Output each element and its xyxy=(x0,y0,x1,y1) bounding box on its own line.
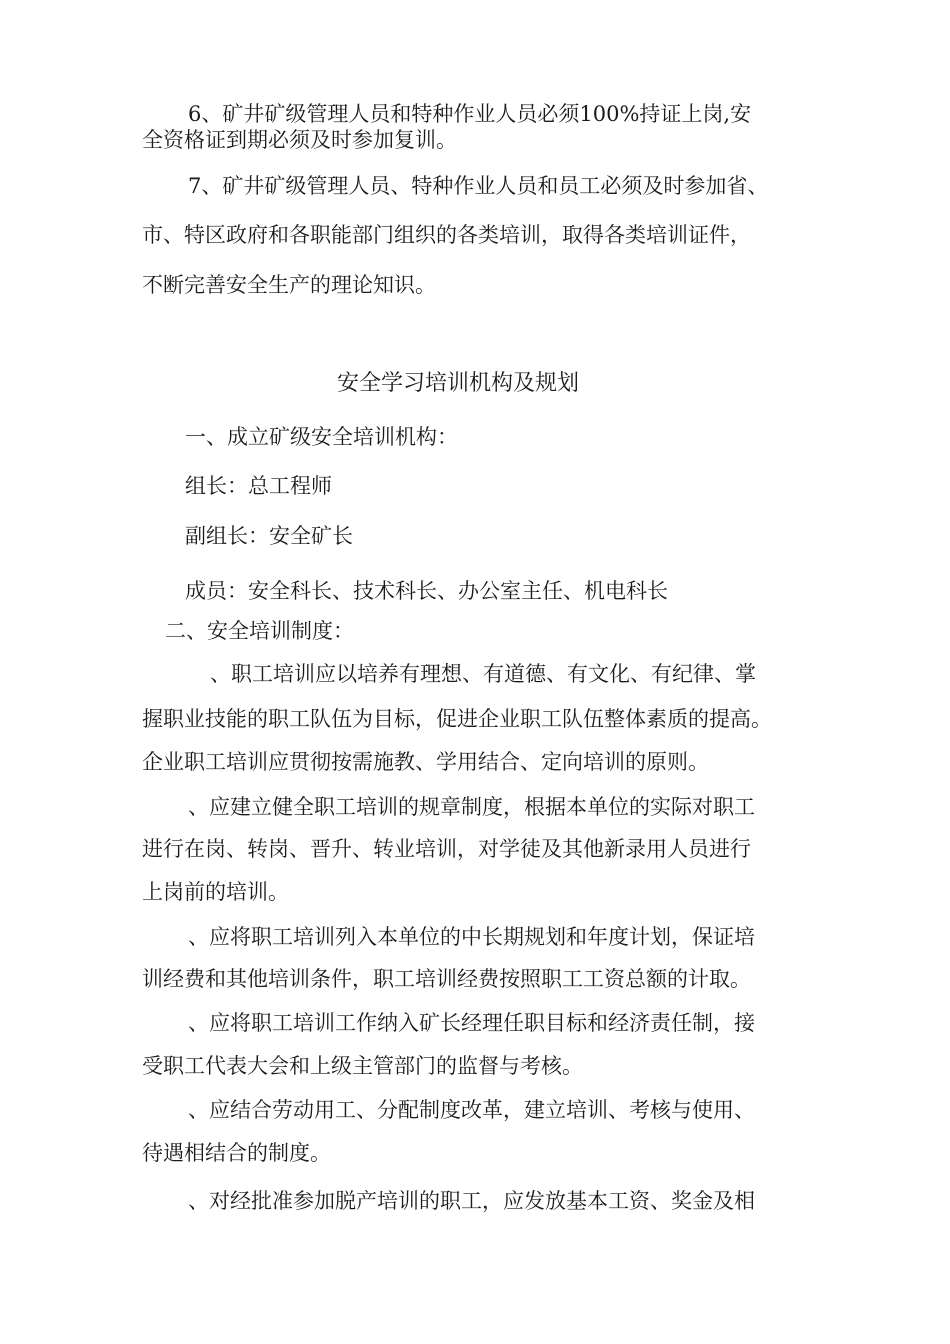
part2-p2-line2: 进行在岗、转岗、晋升、转业培训，对学徒及其他新录用人员进行 xyxy=(142,837,751,861)
item7-line3: 不断完善安全生产的理论知识。 xyxy=(142,273,436,297)
part2-p3-line1: 、应将职工培训列入本单位的中长期规划和年度计划，保证培 xyxy=(188,925,755,949)
part2-p2-line3: 上岗前的培训。 xyxy=(142,880,289,904)
item6-line2: 全资格证到期必须及时参加复训。 xyxy=(142,128,457,152)
part2-p5-line1: 、应结合劳动用工、分配制度改革，建立培训、考核与使用、 xyxy=(188,1098,755,1122)
part2-p4-line1: 、应将职工培训工作纳入矿长经理任职目标和经济责任制，接 xyxy=(188,1011,755,1035)
part2-p4-line2: 受职工代表大会和上级主管部门的监督与考核。 xyxy=(142,1054,583,1078)
section-title: 安全学习培训机构及规划 xyxy=(337,371,580,396)
item6-line1: 6、矿井矿级管理人员和特种作业人员必须100%持证上岗,安 xyxy=(188,102,752,126)
part2-p1-line3: 企业职工培训应贯彻按需施教、学用结合、定向培训的原则。 xyxy=(142,750,709,774)
part2-p3-line2: 训经费和其他培训条件，职工培训经费按照职工工资总额的计取。 xyxy=(142,967,751,991)
part1-heading: 一、成立矿级安全培训机构： xyxy=(185,425,458,449)
item7-line1: 7、矿井矿级管理人员、特种作业人员和员工必须及时参加省、 xyxy=(188,174,769,198)
part1-deputy: 副组长：安全矿长 xyxy=(185,524,353,548)
item7-line2: 市、特区政府和各职能部门组织的各类培训，取得各类培训证件， xyxy=(142,223,751,247)
part2-heading: 二、安全培训制度： xyxy=(165,619,354,643)
part2-p2-line1: 、应建立健全职工培训的规章制度，根据本单位的实际对职工 xyxy=(188,795,755,819)
part2-p6-line1: 、对经批准参加脱产培训的职工，应发放基本工资、奖金及相 xyxy=(188,1189,755,1213)
part2-p1-line1: 、职工培训应以培养有理想、有道德、有文化、有纪律、掌 xyxy=(210,662,756,686)
part2-p1-line2: 握职业技能的职工队伍为目标，促进企业职工队伍整体素质的提高。 xyxy=(142,707,772,731)
part1-members: 成员：安全科长、技术科长、办公室主任、机电科长 xyxy=(185,579,668,603)
part2-p5-line2: 待遇相结合的制度。 xyxy=(142,1141,331,1165)
part1-leader: 组长：总工程师 xyxy=(185,474,332,498)
